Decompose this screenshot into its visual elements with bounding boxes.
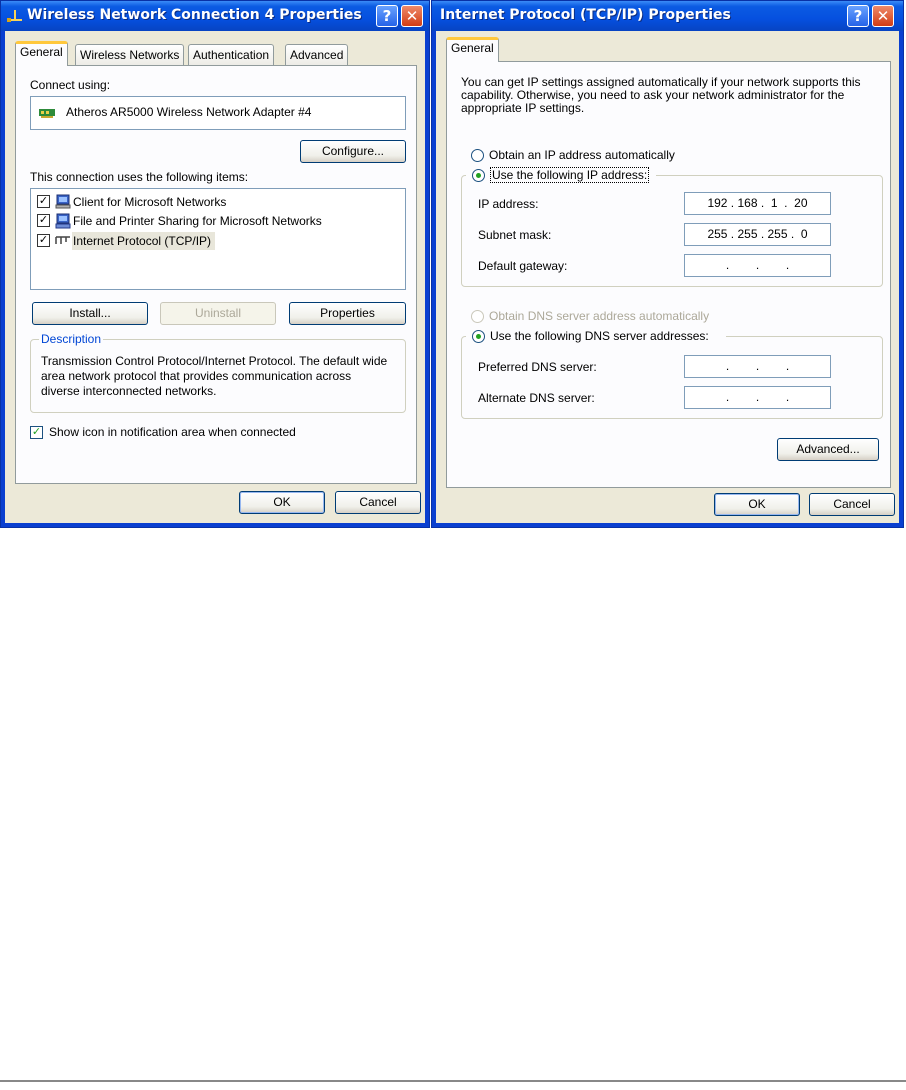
page-bottom-rule	[0, 1080, 906, 1082]
install-button[interactable]: Install...	[32, 302, 148, 325]
wireless-connection-properties-dialog	[0, 0, 430, 528]
list-item[interactable]	[37, 232, 237, 250]
list-item-label: File and Printer Sharing for Microsoft Networks	[73, 214, 322, 228]
intro-text: You can get IP settings assigned automatically if your network supports this capability. Otherwise, you need to ask your network administrator for the appropriate IP settings.	[461, 75, 861, 115]
obtain-dns-label[interactable]: Obtain DNS server address automatically	[489, 309, 710, 323]
use-ip-option[interactable]	[466, 167, 656, 184]
tab-wireless-networks[interactable]: Wireless Networks	[75, 44, 184, 66]
dialog-client-area	[436, 31, 899, 523]
obtain-ip-label[interactable]: Obtain an IP address automatically	[489, 148, 675, 162]
ok-button[interactable]: OK	[714, 493, 800, 516]
configure-button[interactable]: Configure...	[300, 140, 406, 163]
general-tab-panel	[15, 65, 417, 484]
properties-button[interactable]: Properties	[289, 302, 406, 325]
close-button[interactable]: ✕	[872, 5, 894, 27]
window-title: Internet Protocol (TCP/IP) Properties	[440, 7, 731, 23]
network-adapter-icon	[39, 108, 55, 122]
description-legend: Description	[41, 332, 102, 346]
tab-advanced[interactable]: Advanced	[285, 44, 348, 66]
alternate-dns-label: Alternate DNS server:	[478, 391, 595, 405]
list-item[interactable]	[37, 213, 397, 229]
tcpip-checkbox[interactable]: ✓	[38, 234, 49, 246]
close-button[interactable]: ✕	[401, 5, 423, 27]
cancel-button[interactable]: Cancel	[809, 493, 895, 516]
general-tab-panel	[446, 61, 891, 488]
file-printer-sharing-icon	[55, 213, 71, 232]
use-ip-label[interactable]: Use the following IP address:	[492, 168, 648, 182]
default-gateway-label: Default gateway:	[478, 259, 568, 273]
file-sharing-checkbox[interactable]: ✓	[38, 214, 49, 226]
tab-general[interactable]: General	[446, 37, 499, 62]
title-bar[interactable]	[432, 1, 903, 31]
adapter-box	[30, 96, 406, 130]
use-dns-radio[interactable]	[472, 330, 485, 343]
components-list[interactable]	[30, 188, 406, 290]
help-button[interactable]: ?	[376, 5, 398, 27]
window-title: Wireless Network Connection 4 Properties	[27, 7, 362, 23]
obtain-dns-radio[interactable]	[471, 310, 484, 323]
help-button[interactable]: ?	[847, 5, 869, 27]
list-item-label-selected: Internet Protocol (TCP/IP)	[72, 232, 215, 250]
tcpip-properties-dialog	[431, 0, 904, 528]
items-label: This connection uses the following items:	[30, 170, 249, 184]
adapter-name: Atheros AR5000 Wireless Network Adapter #4	[66, 105, 312, 119]
ip-address-group	[461, 168, 883, 287]
show-icon-label[interactable]: Show icon in notification area when connected	[49, 425, 296, 439]
ip-address-field[interactable]: 192 . 168 . 1 . 20	[684, 192, 831, 215]
description-group	[30, 332, 406, 413]
preferred-dns-label: Preferred DNS server:	[478, 360, 597, 374]
connect-using-label: Connect using:	[30, 78, 111, 92]
client-checkbox[interactable]: ✓	[38, 195, 49, 207]
show-icon-checkbox[interactable]: ✓	[31, 426, 42, 438]
ip-address-label: IP address:	[478, 197, 539, 211]
network-connection-icon	[7, 9, 23, 26]
preferred-dns-field[interactable]: . . .	[684, 355, 831, 378]
uninstall-button[interactable]: Uninstall	[160, 302, 276, 325]
description-text: Transmission Control Protocol/Internet Protocol. The default wide area network protocol that provides communication across diverse interconnected networks.	[41, 354, 388, 398]
tab-general[interactable]: General	[15, 41, 68, 66]
use-dns-option[interactable]	[466, 328, 726, 345]
title-bar[interactable]	[1, 1, 429, 31]
cancel-button[interactable]: Cancel	[335, 491, 421, 514]
network-client-icon	[55, 194, 71, 213]
advanced-button[interactable]: Advanced...	[777, 438, 879, 461]
use-dns-label[interactable]: Use the following DNS server addresses:	[490, 329, 709, 343]
alternate-dns-field[interactable]: . . .	[684, 386, 831, 409]
list-item-label: Client for Microsoft Networks	[73, 195, 227, 209]
tab-authentication[interactable]: Authentication	[188, 44, 274, 66]
subnet-mask-field[interactable]: 255 . 255 . 255 . 0	[684, 223, 831, 246]
default-gateway-field[interactable]: . . .	[684, 254, 831, 277]
list-item[interactable]	[37, 194, 397, 210]
subnet-mask-label: Subnet mask:	[478, 228, 552, 242]
protocol-icon	[55, 234, 71, 249]
dialog-client-area	[5, 31, 425, 523]
ok-button[interactable]: OK	[239, 491, 325, 514]
obtain-ip-radio[interactable]	[471, 149, 484, 162]
use-ip-radio[interactable]	[472, 169, 485, 182]
dns-group	[461, 329, 883, 419]
